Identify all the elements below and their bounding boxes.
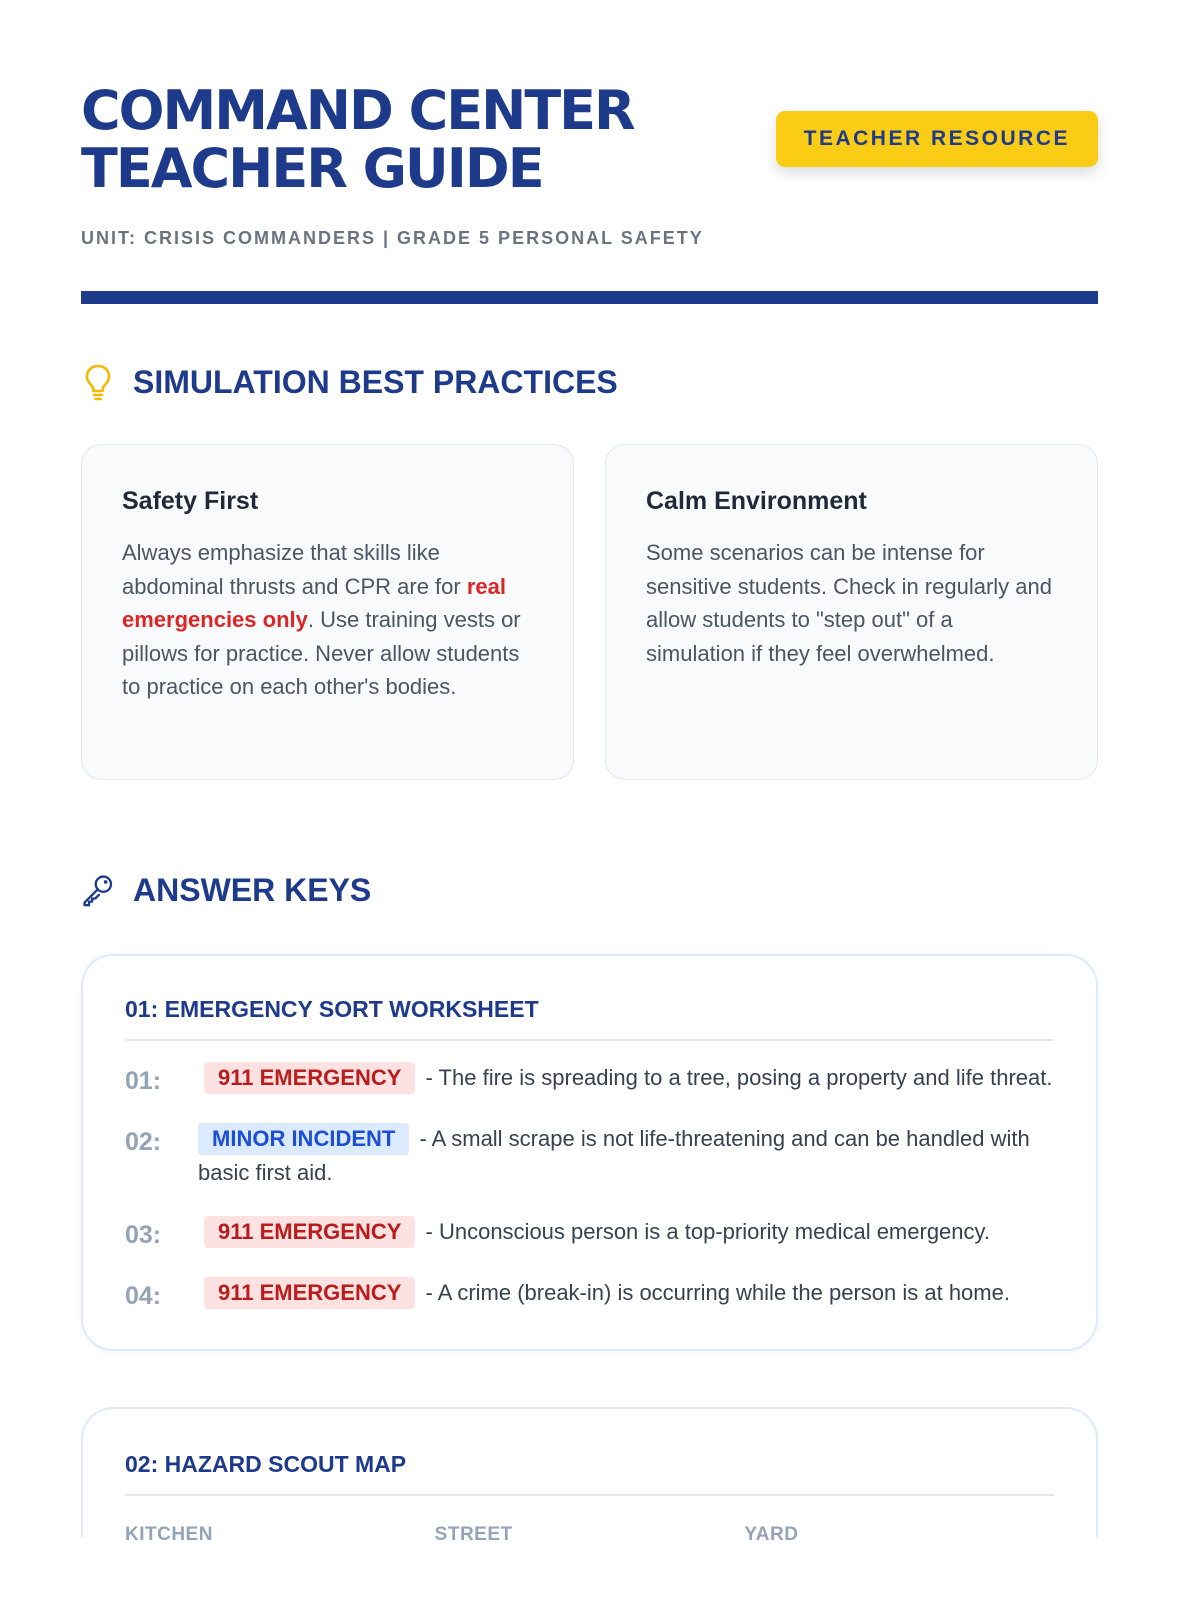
card-body bbox=[122, 536, 533, 704]
page-header bbox=[81, 0, 1098, 304]
hazard-map-columns bbox=[125, 1524, 1054, 1546]
answer-keys-section bbox=[81, 870, 1098, 1545]
lightbulb-icon bbox=[81, 362, 115, 402]
answer-text bbox=[198, 1061, 1052, 1095]
list-item bbox=[125, 1122, 1054, 1189]
column-yard: YARD bbox=[744, 1524, 799, 1545]
emergency-sort-card bbox=[81, 954, 1098, 1351]
best-practices-heading-text: SIMULATION BEST PRACTICES bbox=[133, 363, 618, 400]
answer-number: 02: bbox=[125, 1128, 162, 1156]
answer-number: 03: bbox=[125, 1221, 162, 1249]
column-street: STREET bbox=[434, 1524, 513, 1545]
key-icon bbox=[81, 870, 115, 910]
card-title: Calm Environment bbox=[646, 487, 867, 515]
page-title-line-1: COMMAND CENTER bbox=[81, 79, 634, 142]
hazard-scout-map-card bbox=[81, 1407, 1098, 1545]
status-badge: MINOR INCIDENT bbox=[198, 1123, 409, 1155]
answer-text bbox=[198, 1276, 1010, 1310]
answer-number: 01: bbox=[125, 1067, 162, 1095]
answer-list bbox=[125, 1061, 1054, 1311]
answer-text bbox=[198, 1215, 990, 1249]
column-kitchen: KITCHEN bbox=[125, 1524, 213, 1545]
card-body-text: Always emphasize that skills like abdominal thrusts and CPR are for bbox=[122, 540, 467, 599]
card-body-text-end: . Use training vests or pillows for practice. Never allow students to practice on each other's bodies. bbox=[122, 607, 521, 699]
card-body: Some scenarios can be intense for sensitive students. Check in regularly and allow students to "step out" of a simulation if they feel overwhelmed. bbox=[646, 540, 1052, 666]
best-practices-cards bbox=[81, 444, 1098, 780]
status-badge: 911 EMERGENCY bbox=[204, 1062, 415, 1094]
answer-explanation: - A small scrape is not life-threatening and can be handled with basic first aid. bbox=[198, 1126, 1030, 1185]
status-badge: 911 EMERGENCY bbox=[204, 1216, 415, 1248]
best-practices-section bbox=[81, 362, 1098, 780]
answer-explanation: - The fire is spreading to a tree, posing a property and life threat. bbox=[419, 1065, 1053, 1090]
list-item bbox=[125, 1061, 1054, 1096]
header-divider bbox=[81, 291, 1098, 304]
emergency-sort-title: 01: EMERGENCY SORT WORKSHEET bbox=[125, 996, 1054, 1041]
answer-explanation: - A crime (break-in) is occurring while the person is at home. bbox=[419, 1280, 1010, 1305]
answer-keys-heading bbox=[81, 870, 1098, 910]
highlight-warning: real emergencies only bbox=[122, 573, 506, 632]
list-item bbox=[125, 1215, 1054, 1250]
calm-environment-card bbox=[605, 444, 1098, 780]
answer-text bbox=[198, 1122, 1054, 1189]
list-item bbox=[125, 1276, 1054, 1311]
answer-explanation: - Unconscious person is a top-priority medical emergency. bbox=[419, 1219, 991, 1244]
card-title: Safety First bbox=[122, 487, 259, 515]
hazard-map-title: 02: HAZARD SCOUT MAP bbox=[125, 1451, 1054, 1496]
page-title-line-2: TEACHER GUIDE bbox=[81, 137, 543, 200]
teacher-resource-button[interactable]: TEACHER RESOURCE bbox=[776, 111, 1098, 167]
best-practices-heading bbox=[81, 362, 1098, 402]
status-badge: 911 EMERGENCY bbox=[204, 1277, 415, 1309]
answer-keys-heading-text: ANSWER KEYS bbox=[133, 871, 372, 908]
unit-subtitle: UNIT: CRISIS COMMANDERS | GRADE 5 PERSONAL SAFETY bbox=[81, 228, 704, 248]
answer-number: 04: bbox=[125, 1282, 162, 1310]
safety-first-card bbox=[81, 444, 574, 780]
